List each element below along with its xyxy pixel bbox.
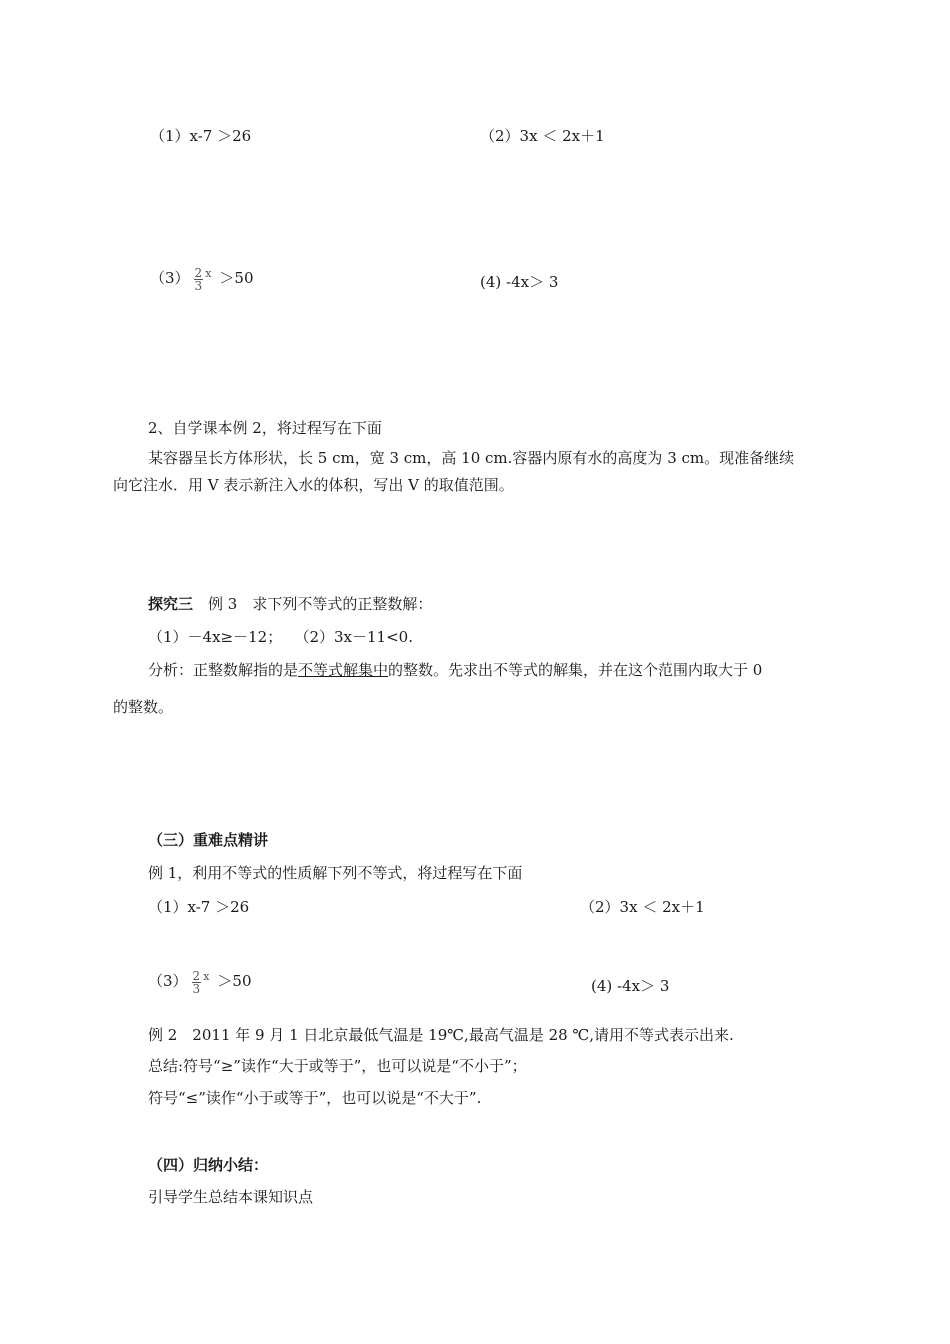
- explore3-title: [148, 594, 432, 614]
- kp-inequality-1: （1）x-7 ＞26: [148, 898, 250, 916]
- fraction-two-thirds: $\frac{2}{3}$: [194, 265, 203, 293]
- inequality-4: (4) -4x＞ 3: [480, 273, 559, 291]
- conclusion-text: 引导学生总结本课知识点: [148, 1188, 314, 1206]
- kp-inequality-2: （2）3x ＜ 2x＋1: [580, 898, 705, 916]
- kp-inequality-4: (4) -4x＞ 3: [591, 977, 670, 995]
- underlined-term: 不等式解集中: [298, 661, 389, 679]
- fraction-variable: x: [205, 267, 212, 280]
- problem-line-1: 某容器呈长方体形状，长 5 cm，宽 3 cm，高 10 cm.容器内原有水的高度为 3 cm。现准备继续: [148, 449, 795, 467]
- kp-fraction-variable: x: [203, 970, 210, 983]
- inequality-1: （1）x-7 ＞26: [150, 127, 252, 145]
- kp-fraction-two-thirds: $\frac{2}{3}$: [192, 968, 201, 996]
- self-study-heading: 2、自学课本例 2，将过程写在下面: [148, 419, 382, 437]
- problem-line-2: 向它注水．用 V 表示新注入水的体积，写出 V 的取值范围。: [113, 476, 514, 494]
- analysis-line-2: 的整数。: [113, 698, 174, 716]
- explore3-items: （1）－4x≥－12； （2）3x－11<0.: [148, 628, 413, 646]
- kp-inequality-3: [148, 967, 252, 995]
- explore3-example: 例 3 求下列不等式的正整数解：: [208, 595, 433, 613]
- kp-inequality-3-prefix: （3）: [148, 972, 188, 990]
- inequality-3-suffix: ＞50: [219, 269, 254, 287]
- summary-line-2: 符号“≤”读作“小于或等于”，也可以说是“不大于”.: [148, 1089, 482, 1107]
- summary-line-1: 总结:符号“≥”读作“大于或等于”，也可以说是“不小于”；: [148, 1057, 527, 1075]
- inequality-2: （2）3x ＜ 2x＋1: [480, 127, 605, 145]
- inequality-3-prefix: （3）: [150, 269, 190, 287]
- analysis-line-1: 分析：正整数解指的是不等式解集中的整数。先求出不等式的解集，并在这个范围内取大于 0: [148, 661, 763, 679]
- kp-inequality-3-suffix: ＞50: [217, 972, 252, 990]
- example-1: 例 1，利用不等式的性质解下列不等式，将过程写在下面: [148, 864, 523, 882]
- explore3-label: 探究三: [148, 595, 194, 613]
- key-points-heading: （三）重难点精讲: [148, 831, 269, 849]
- inequality-3: [150, 264, 254, 292]
- example-2: 例 2 2011 年 9 月 1 日北京最低气温是 19℃,最高气温是 28 ℃,请用不等式表示出来.: [148, 1026, 734, 1044]
- conclusion-heading: （四）归纳小结：: [148, 1156, 269, 1174]
